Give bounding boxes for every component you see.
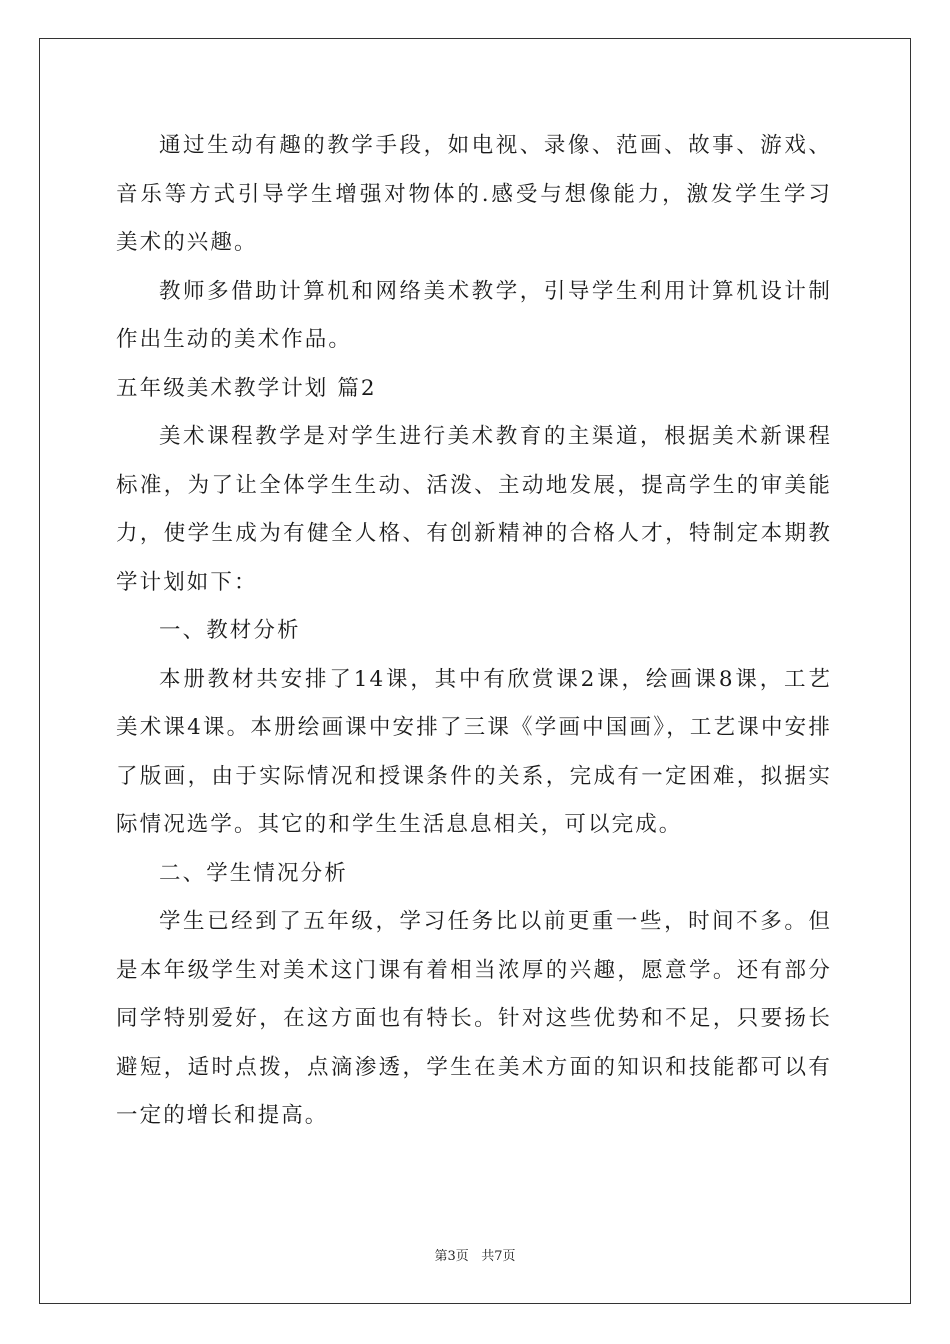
total-pages: 共7页 <box>481 1249 516 1264</box>
document-body <box>116 122 832 1141</box>
paragraph-student-analysis: 学生已经到了五年级，学习任务比以前更重一些，时间不多。但是本年级学生对美术这门课有着相当浓厚的兴趣，愿意学。还有部分同学特别爱好，在这方面也有特长。针对这些优势和不足，只要扬长避短，适时点拨，点滴渗透，学生在美术方面的知识和技能都可以有一定的增长和提高。 <box>116 909 832 1128</box>
paragraph-textbook-analysis: 本册教材共安排了14课，其中有欣赏课2课，绘画课8课，工艺美术课4课。本册绘画课中安排了三课《学画中国画》，工艺课中安排了版画，由于实际情况和授课条件的关系，完成有一定困难，拟据实际情况选学。其它的和学生生活息息相关，可以完成。 <box>116 666 832 837</box>
paragraph-teaching-methods: 通过生动有趣的教学手段，如电视、录像、范画、故事、游戏、音乐等方式引导学生增强对物体的.感受与想像能力，激发学生学习美术的兴趣。 <box>116 133 832 255</box>
paragraph-curriculum-intro: 美术课程教学是对学生进行美术教育的主渠道，根据美术新课程标准，为了让全体学生生动、活泼、主动地发展，提高学生的审美能力，使学生成为有健全人格、有创新精神的合格人才，特制定本期教学计划如下： <box>116 424 832 595</box>
page-number: 第3页 <box>434 1249 469 1264</box>
paragraph-computer-teaching: 教师多借助计算机和网络美术教学，引导学生利用计算机设计制作出生动的美术作品。 <box>116 278 832 352</box>
heading-student-analysis: 二、学生情况分析 <box>159 860 348 886</box>
section-title-part-2: 五年级美术教学计划 篇2 <box>116 375 377 401</box>
heading-textbook-analysis: 一、教材分析 <box>159 618 301 643</box>
page-footer <box>0 1245 950 1264</box>
